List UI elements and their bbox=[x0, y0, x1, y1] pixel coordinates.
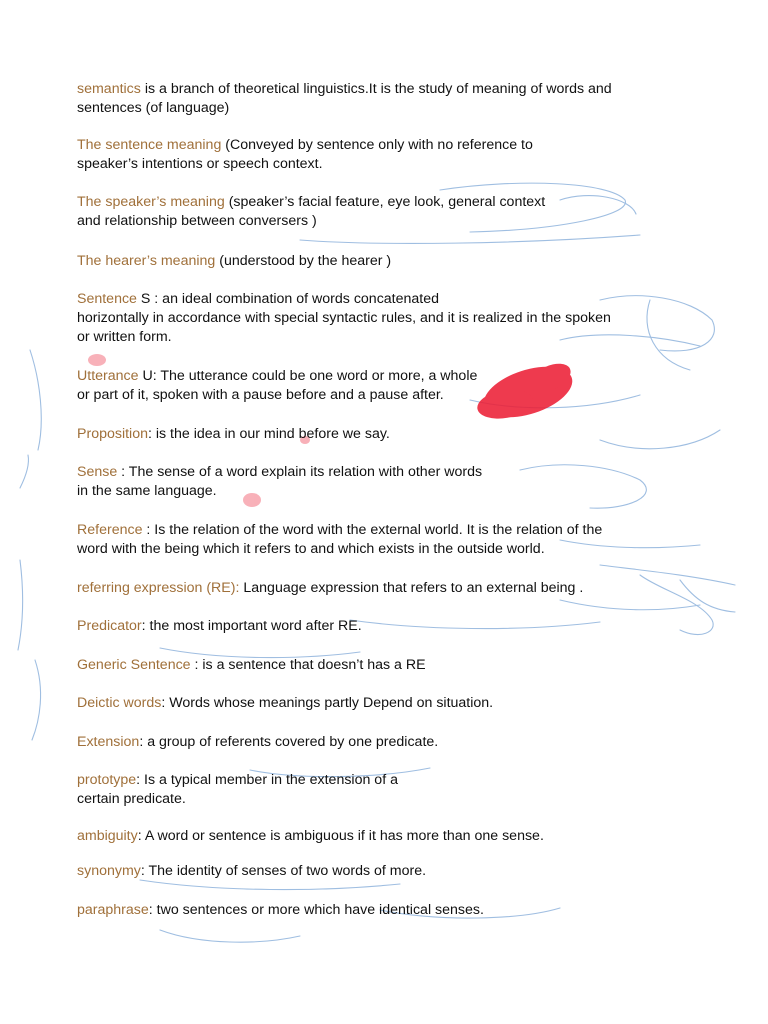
term-label: The sentence meaning bbox=[77, 137, 222, 153]
term-label: The hearer’s meaning bbox=[77, 253, 216, 269]
definition-line: sentences (of language) bbox=[77, 100, 230, 116]
definition-line: horizontally in accordance with special syntactic rules, and it is realized in the spoken bbox=[77, 310, 611, 326]
term-label: Sense bbox=[77, 464, 118, 480]
term-label: synonymy bbox=[77, 863, 141, 879]
term-label: paraphrase bbox=[77, 902, 149, 918]
definition-line: : A word or sentence is ambiguous if it has more than one sense. bbox=[137, 828, 544, 844]
term-label: semantics bbox=[77, 81, 141, 97]
definition-synonymy bbox=[77, 862, 717, 881]
definition-line: (Conveyed by sentence only with no reference to bbox=[221, 137, 533, 153]
definition-line: speaker’s intentions or speech context. bbox=[77, 156, 323, 172]
definition-sentence bbox=[77, 290, 717, 347]
term-label: ambiguity bbox=[77, 828, 138, 844]
definition-line: U: The utterance could be one word or more, a whole bbox=[138, 368, 478, 384]
definition-line: : is the idea in our mind before we say. bbox=[147, 426, 390, 442]
term-label: referring expression (RE): bbox=[77, 580, 240, 596]
definition-line: : Is a typical member in the extension of a bbox=[136, 772, 398, 788]
definition-proposition bbox=[77, 425, 717, 444]
term-label: Reference bbox=[77, 522, 143, 538]
definition-line: or part of it, spoken with a pause before and a pause after. bbox=[77, 387, 444, 403]
definition-generic-sentence bbox=[77, 656, 717, 675]
definition-line: in the same language. bbox=[77, 483, 217, 499]
definition-line: : the most important word after RE. bbox=[141, 618, 362, 634]
definition-deictic-words bbox=[77, 694, 717, 713]
definition-utterance bbox=[77, 367, 717, 405]
definition-line: : is a sentence that doesn’t has a RE bbox=[190, 657, 426, 673]
term-label: Utterance bbox=[77, 368, 139, 384]
definition-line: Language expression that refers to an external being . bbox=[239, 580, 584, 596]
definition-line: : two sentences or more which have identical senses. bbox=[148, 902, 484, 918]
term-label: Deictic words bbox=[77, 695, 162, 711]
term-label: prototype bbox=[77, 772, 137, 788]
definition-line: word with the being which it refers to and which exists in the outside world. bbox=[77, 541, 545, 557]
term-label: Extension bbox=[77, 734, 140, 750]
definition-line: : Words whose meanings partly Depend on situation. bbox=[161, 695, 494, 711]
definition-paraphrase bbox=[77, 901, 717, 920]
definition-predicator bbox=[77, 617, 717, 636]
definition-line: : The sense of a word explain its relation with other words bbox=[117, 464, 483, 480]
definition-speakers-meaning bbox=[77, 193, 717, 231]
definition-line: is a branch of theoretical linguistics.It is the study of meaning of words and bbox=[140, 81, 612, 97]
definition-line: (understood by the hearer ) bbox=[215, 253, 392, 269]
definition-line: S : an ideal combination of words concatenated bbox=[136, 291, 440, 307]
term-label: The speaker’s meaning bbox=[77, 194, 225, 210]
term-label: Generic Sentence bbox=[77, 657, 191, 673]
definition-line: : The identity of senses of two words of more. bbox=[140, 863, 427, 879]
definition-sense bbox=[77, 463, 717, 501]
definition-line: : a group of referents covered by one predicate. bbox=[139, 734, 439, 750]
definition-line: : Is the relation of the word with the external world. It is the relation of the bbox=[142, 522, 603, 538]
definition-extension bbox=[77, 733, 717, 752]
definition-semantics bbox=[77, 80, 717, 118]
term-label: Proposition bbox=[77, 426, 148, 442]
definition-reference bbox=[77, 521, 717, 559]
term-label: Predicator bbox=[77, 618, 142, 634]
term-label: Sentence bbox=[77, 291, 137, 307]
definition-hearers-meaning bbox=[77, 252, 717, 271]
definition-sentence-meaning bbox=[77, 136, 717, 174]
definition-ambiguity bbox=[77, 827, 717, 846]
definition-line: certain predicate. bbox=[77, 791, 186, 807]
definition-line: or written form. bbox=[77, 329, 172, 345]
definition-line: and relationship between conversers ) bbox=[77, 213, 317, 229]
definition-referring-expression bbox=[77, 579, 717, 598]
definition-line: (speaker’s facial feature, eye look, general context bbox=[224, 194, 546, 210]
definition-prototype bbox=[77, 771, 717, 809]
